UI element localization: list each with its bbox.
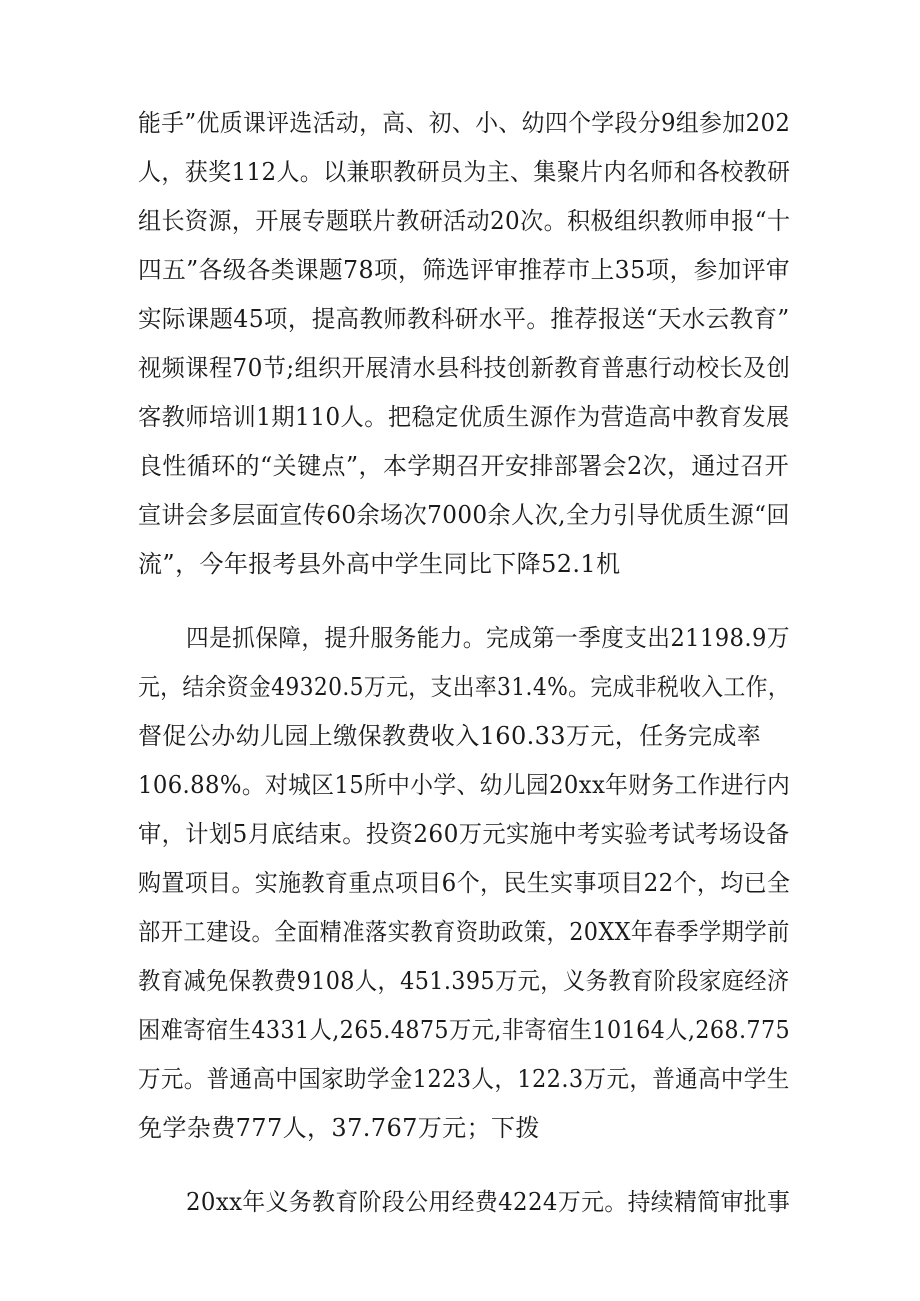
- paragraph-first-line: 20xx年义务教育阶段公用经费4224万元。持续精简审批事: [186, 1188, 791, 1216]
- body-text-line: 106.88%。对城区15所中小学、幼儿园20xx年财务工作进行内: [138, 771, 791, 799]
- body-text-line: 督促公办幼儿园上缴保教费收入160.33万元，任务完成率: [138, 722, 762, 750]
- body-text-line: 能手”优质课评选活动，高、初、小、幼四个学段分9组参加202: [138, 109, 791, 137]
- body-text-line: 组长资源，开展专题联片教研活动20次。积极组织教师申报“十: [138, 207, 791, 235]
- body-text-line: 视频课程70节;组织开展清水县科技创新教育普惠行动校长及创: [138, 354, 791, 382]
- body-text-line: 审，计划5月底结束。投资260万元实施中考实验考试考场设备: [138, 820, 790, 848]
- body-text-line: 流”，今年报考县外高中学生同比下降52.1机: [138, 550, 621, 578]
- body-text-line: 万元。普通高中国家助学金1223人，122.3万元，普通高中学生: [138, 1065, 790, 1093]
- body-text-line: 实际课题45项，提高教师教科研水平。推荐报送“天水云教育”: [138, 305, 790, 333]
- body-text-line: 部开工建设。全面精准落实教育资助政策，20XX年春季学期学前: [138, 918, 790, 946]
- body-text-line: 困难寄宿生4331人,265.4875万元,非寄宿生10164人,268.775: [138, 1016, 791, 1044]
- body-text-line: 良性循环的“关键点”，本学期召开安排部署会2次，通过召开: [138, 452, 790, 480]
- body-text-line: 客教师培训1期110人。把稳定优质生源作为营造高中教育发展: [138, 403, 790, 431]
- body-text-line: 四五”各级各类课题78项，筛选评审推荐市上35项，参加评审: [138, 256, 790, 284]
- paragraph-first-line: 四是抓保障，提升服务能力。完成第一季度支出21198.9万: [186, 624, 790, 652]
- body-text-line: 教育减免保教费9108人，451.395万元，义务教育阶段家庭经济: [138, 967, 790, 995]
- body-text-line: 购置项目。实施教育重点项目6个，民生实事项目22个，均已全: [138, 869, 791, 897]
- body-text-line: 免学杂费777人，37.767万元；下拨: [138, 1114, 540, 1142]
- body-text-line: 元，结余资金49320.5万元，支出率31.4%。完成非税收入工作，: [138, 673, 791, 701]
- body-text-line: 人，获奖112人。以兼职教研员为主、集聚片内名师和各校教研: [138, 158, 791, 186]
- body-text-line: 宣讲会多层面宣传60余场次7000余人次,全力引导优质生源“回: [138, 501, 790, 529]
